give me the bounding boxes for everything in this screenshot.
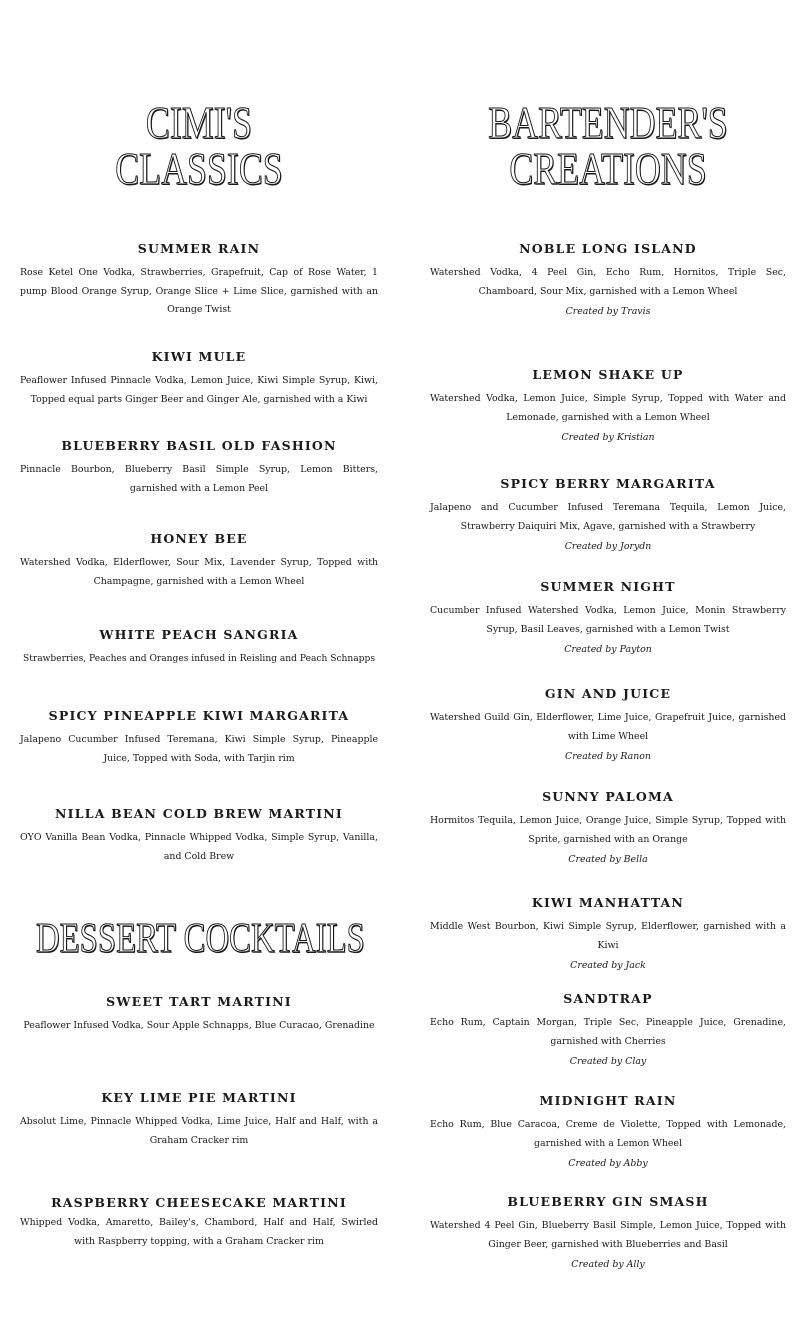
item-description: Jalapeno Cucumber Infused Teremana, Kiwi Simple Syrup, Pineapple Juice, Topped with Soda, with Tarjin rim — [20, 734, 378, 764]
menu-item-spicy-berry-margarita — [430, 476, 786, 556]
item-description: Peaflower Infused Pinnacle Vodka, Lemon Juice, Kiwi Simple Syrup, Kiwi, Topped equal parts Ginger Beer and Ginger Ale, garnished with a Kiwi — [20, 375, 378, 405]
item-credit: Created by Clay — [569, 1056, 647, 1067]
item-name: NOBLE LONG ISLAND — [519, 241, 697, 256]
item-name: SWEET TART MARTINI — [106, 994, 292, 1009]
item-credit: Created by Bella — [568, 854, 648, 865]
item-name: SPICY BERRY MARGARITA — [500, 476, 716, 491]
menu-item-lemon-shake-up — [430, 367, 786, 447]
menu-item-noble-long-island — [430, 241, 786, 321]
menu-item-spicy-pineapple-kiwi-margarita — [20, 708, 378, 768]
item-name: MIDNIGHT RAIN — [539, 1093, 677, 1108]
item-credit: Created by Kristian — [561, 432, 655, 443]
item-description: Echo Rum, Captain Morgan, Triple Sec, Pineapple Juice, Grenadine, garnished with Cherries — [430, 1017, 786, 1047]
item-name: LEMON SHAKE UP — [532, 367, 684, 382]
item-name: RASPBERRY CHEESECAKE MARTINI — [51, 1195, 347, 1210]
menu-item-blueberry-basil-old-fashion — [20, 438, 378, 498]
menu-item-raspberry-cheesecake-martini — [20, 1195, 378, 1251]
item-name: SUMMER NIGHT — [540, 579, 676, 594]
menu-item-blueberry-gin-smash — [430, 1194, 786, 1274]
item-name: BLUEBERRY GIN SMASH — [507, 1194, 709, 1209]
item-credit: Created by Jorydn — [564, 541, 652, 552]
item-credit: Created by Ally — [571, 1259, 645, 1270]
item-name: SPICY PINEAPPLE KIWI MARGARITA — [48, 708, 350, 723]
menu-item-midnight-rain — [430, 1093, 786, 1173]
item-description: Jalapeno and Cucumber Infused Teremana Tequila, Lemon Juice, Strawberry Daiquiri Mix, Agave, garnished with a Strawberry — [430, 502, 786, 532]
creations-title — [469, 97, 747, 194]
menu-item-summer-night — [430, 579, 786, 659]
menu-item-gin-and-juice — [430, 686, 786, 766]
item-description: Absolut Lime, Pinnacle Whipped Vodka, Lime Juice, Half and Half, with a Graham Cracker rim — [20, 1116, 378, 1146]
item-name: HONEY BEE — [150, 531, 248, 546]
menu-item-nilla-bean-cold-brew-martini — [20, 806, 378, 866]
menu-item-summer-rain — [20, 241, 378, 320]
creations-title-line1: BARTENDER'S — [488, 97, 728, 148]
item-name: SUMMER RAIN — [137, 241, 261, 256]
menu-item-honey-bee — [20, 531, 378, 591]
item-name: NILLA BEAN COLD BREW MARTINI — [55, 806, 343, 821]
item-credit: Created by Ranon — [565, 751, 651, 762]
item-description: Watershed Vodka, Lemon Juice, Simple Syrup, Topped with Water and Lemonade, garnished with a Lemon Wheel — [430, 393, 786, 423]
item-description: Strawberries, Peaches and Oranges infused in Reisling and Peach Schnapps — [22, 654, 375, 664]
item-name: KIWI MANHATTAN — [531, 895, 685, 910]
item-name: BLUEBERRY BASIL OLD FASHION — [61, 438, 337, 453]
dessert-title: DESSERT COCKTAILS — [35, 916, 365, 962]
menu-item-sandtrap — [430, 991, 786, 1071]
menu-item-sunny-paloma — [430, 789, 786, 869]
item-description: Watershed Vodka, 4 Peel Gin, Echo Rum, Hornitos, Triple Sec, Chamboard, Sour Mix, garnished with a Lemon Wheel — [430, 267, 786, 297]
menu-item-kiwi-manhattan — [430, 895, 786, 975]
creations-title-line2: CREATIONS — [509, 143, 707, 194]
classics-title — [59, 97, 338, 194]
item-name: KEY LIME PIE MARTINI — [101, 1090, 297, 1105]
item-name: SANDTRAP — [563, 991, 653, 1006]
item-name: GIN AND JUICE — [544, 686, 672, 701]
item-description: Cucumber Infused Watershed Vodka, Lemon Juice, Monin Strawberry Syrup, Basil Leaves, garnished with a Lemon Twist — [430, 605, 786, 635]
item-description: Middle West Bourbon, Kiwi Simple Syrup, Elderflower, garnished with a Kiwi — [430, 921, 786, 951]
item-description: Watershed 4 Peel Gin, Blueberry Basil Simple, Lemon Juice, Topped with Ginger Beer, garnished with Blueberries and Basil — [430, 1220, 786, 1250]
item-description: Rose Ketel One Vodka, Strawberries, Grapefruit, Cap of Rose Water, 1 pump Blood Orange Syrup, Orange Slice + Lime Slice, garnished with an Orange Twist — [20, 267, 378, 315]
item-credit: Created by Abby — [568, 1158, 648, 1169]
item-name: KIWI MULE — [151, 349, 247, 364]
item-description: Peaflower Infused Vodka, Sour Apple Schnapps, Blue Curacao, Grenadine — [23, 1020, 375, 1031]
item-description: Hormitos Tequila, Lemon Juice, Orange Juice, Simple Syrup, Topped with Sprite, garnished with an Orange — [430, 815, 786, 845]
item-name: WHITE PEACH SANGRIA — [99, 627, 299, 642]
menu-item-white-peach-sangria — [20, 627, 378, 669]
menu-item-kiwi-mule — [20, 349, 378, 409]
item-credit: Created by Jack — [570, 960, 646, 971]
item-description: OYO Vanilla Bean Vodka, Pinnacle Whipped Vodka, Simple Syrup, Vanilla, and Cold Brew — [20, 832, 378, 862]
item-credit: Created by Payton — [564, 644, 652, 655]
item-name: SUNNY PALOMA — [542, 789, 674, 804]
menu-item-key-lime-pie-martini — [20, 1090, 378, 1150]
item-description: Echo Rum, Blue Caracoa, Creme de Violette, Topped with Lemonade, garnished with a Lemon Wheel — [430, 1119, 786, 1149]
item-description: Pinnacle Bourbon, Blueberry Basil Simple Syrup, Lemon Bitters, garnished with a Lemon Peel — [20, 464, 378, 494]
item-description: Watershed Guild Gin, Elderflower, Lime Juice, Grapefruit Juice, garnished with Lime Wheel — [430, 712, 786, 742]
classics-title-line2: CLASSICS — [115, 143, 283, 194]
menu-item-sweet-tart-martini — [20, 994, 378, 1036]
item-description: Watershed Vodka, Elderflower, Sour Mix, Lavender Syrup, Topped with Champagne, garnished with a Lemon Wheel — [20, 557, 378, 587]
item-description: Whipped Vodka, Amaretto, Bailey's, Chambord, Half and Half, Swirled with Raspberry topping, with a Graham Cracker rim — [20, 1217, 378, 1247]
classics-title-line1: CIMI'S — [145, 97, 253, 148]
item-credit: Created by Travis — [565, 306, 651, 317]
